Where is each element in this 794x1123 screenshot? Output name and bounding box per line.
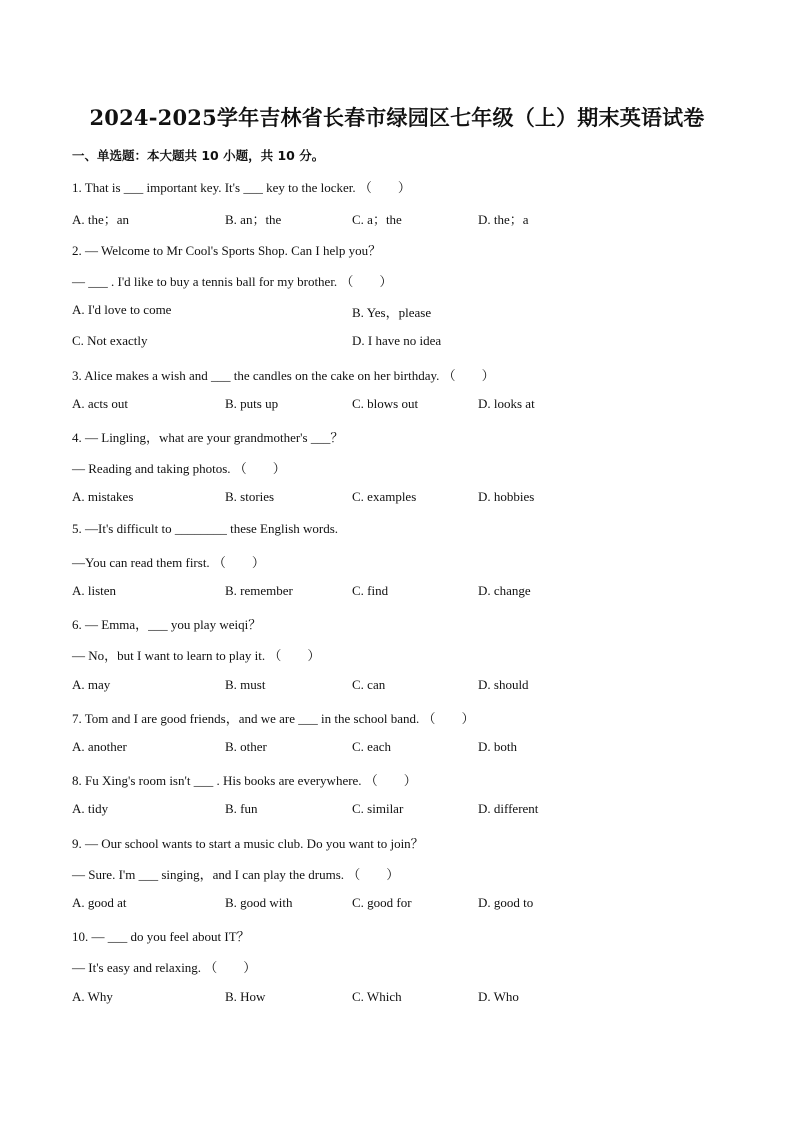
- option-a[interactable]: A. mistakes: [72, 489, 134, 504]
- option-b[interactable]: B. must: [225, 677, 266, 692]
- question-stem: 2. — Welcome to Mr Cool's Sports Shop. Can I help you？: [72, 243, 382, 258]
- option-c[interactable]: C. Which: [352, 989, 402, 1004]
- option-b[interactable]: B. stories: [225, 489, 275, 504]
- section-heading: 一、单选题：本大题共 10 小题，共 10 分。: [72, 148, 325, 163]
- option-c[interactable]: C. similar: [352, 801, 404, 816]
- option-a[interactable]: A. tidy: [72, 801, 109, 816]
- option-d[interactable]: D. looks at: [478, 396, 535, 411]
- option-d[interactable]: D. change: [478, 583, 531, 598]
- option-c[interactable]: C. a；the: [352, 212, 402, 227]
- question-stem: — No，but I want to learn to play it. （ ）: [72, 648, 321, 663]
- option-b[interactable]: B. remember: [225, 583, 293, 598]
- option-d[interactable]: D. the；a: [478, 212, 529, 227]
- option-c[interactable]: C. each: [352, 739, 391, 754]
- option-a[interactable]: A. may: [72, 677, 111, 692]
- option-c[interactable]: C. examples: [352, 489, 417, 504]
- question-stem: —You can read them first. （ ）: [72, 555, 265, 570]
- option-b[interactable]: B. fun: [225, 801, 258, 816]
- exam-title: 2024-2025学年吉林省长春市绿园区七年级（上）期末英语试卷: [89, 105, 705, 130]
- option-a[interactable]: A. I'd love to come: [72, 302, 172, 317]
- question-stem: 10. — ___ do you feel about IT？: [72, 929, 250, 944]
- option-c[interactable]: C. can: [352, 677, 386, 692]
- option-d[interactable]: D. both: [478, 739, 517, 754]
- question-stem: 3. Alice makes a wish and ___ the candles on the cake on her birthday. （ ）: [72, 368, 495, 383]
- question-stem: — Sure. I'm ___ singing，and I can play the drums. （ ）: [72, 867, 400, 882]
- option-a[interactable]: A. listen: [72, 583, 117, 598]
- question-stem: 8. Fu Xing's room isn't ___ . His books are everywhere. （ ）: [72, 773, 417, 788]
- option-d[interactable]: D. different: [478, 801, 539, 816]
- option-a[interactable]: A. another: [72, 739, 127, 754]
- option-c[interactable]: C. find: [352, 583, 389, 598]
- option-a[interactable]: A. Why: [72, 989, 113, 1004]
- option-a[interactable]: A. acts out: [72, 396, 128, 411]
- option-c[interactable]: C. good for: [352, 895, 412, 910]
- option-b[interactable]: B. Yes，please: [352, 305, 432, 320]
- question-stem: — It's easy and relaxing. （ ）: [72, 960, 257, 975]
- question-stem: — Reading and taking photos. （ ）: [72, 461, 286, 476]
- option-d[interactable]: D. I have no idea: [352, 333, 442, 348]
- question-stem: 9. — Our school wants to start a music club. Do you want to join？: [72, 836, 424, 851]
- option-b[interactable]: B. other: [225, 739, 267, 754]
- option-b[interactable]: B. good with: [225, 895, 293, 910]
- option-d[interactable]: D. good to: [478, 895, 534, 910]
- question-stem: 5. —It's difficult to ________ these English words.: [72, 521, 339, 536]
- option-d[interactable]: D. should: [478, 677, 529, 692]
- option-b[interactable]: B. puts up: [225, 396, 279, 411]
- option-d[interactable]: D. hobbies: [478, 489, 535, 504]
- option-a[interactable]: A. good at: [72, 895, 127, 910]
- question-stem: 6. — Emma，___ you play weiqi？: [72, 617, 262, 632]
- option-b[interactable]: B. an；the: [225, 212, 282, 227]
- option-a[interactable]: A. the；an: [72, 212, 130, 227]
- question-stem: 7. Tom and I are good friends，and we are ___ in the school band. （ ）: [72, 711, 475, 726]
- option-c[interactable]: C. Not exactly: [72, 333, 148, 348]
- option-d[interactable]: D. Who: [478, 989, 519, 1004]
- question-stem: 4. — Lingling，what are your grandmother's ___？: [72, 430, 344, 445]
- question-stem: 1. That is ___ important key. It's ___ key to the locker. （ ）: [72, 180, 411, 195]
- question-stem: — ___ . I'd like to buy a tennis ball for my brother. （ ）: [72, 274, 393, 289]
- option-c[interactable]: C. blows out: [352, 396, 419, 411]
- option-b[interactable]: B. How: [225, 989, 266, 1004]
